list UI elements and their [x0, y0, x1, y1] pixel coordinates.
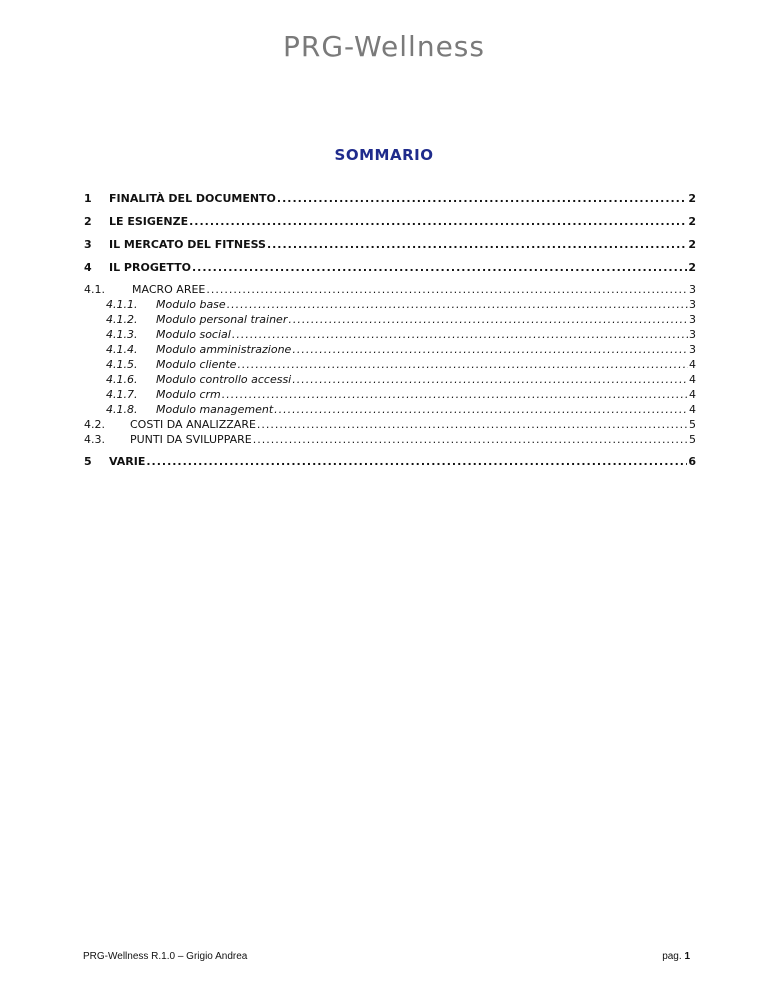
toc-entry-number: 4.1.4. — [106, 343, 138, 356]
toc-entry-text: Modulo controllo accessi — [156, 373, 292, 386]
toc-entry-text: Modulo crm — [156, 388, 221, 401]
toc-entry[interactable] — [106, 298, 696, 311]
toc-entry-text: MACRO AREE — [132, 283, 206, 296]
toc-entry-text: VARIE — [109, 455, 146, 468]
toc-entry-number: 1 — [84, 192, 92, 205]
toc-entry-number: 2 — [84, 215, 92, 228]
toc-entry-page: 5 — [689, 433, 696, 446]
toc-leader-dots — [222, 388, 688, 401]
toc-entry-page: 4 — [689, 388, 696, 401]
toc-entry-page: 5 — [689, 418, 696, 431]
toc-entry-page: 2 — [688, 215, 696, 228]
toc-entry[interactable] — [84, 283, 696, 296]
toc-leader-dots — [292, 343, 688, 356]
toc-entry[interactable] — [84, 192, 696, 205]
toc-entry-number: 3 — [84, 238, 92, 251]
footer-page-number — [662, 951, 690, 962]
toc-entry-page: 3 — [689, 313, 696, 326]
toc-leader-dots — [257, 418, 688, 431]
toc-entry-text: Modulo cliente — [156, 358, 237, 371]
toc-entry-page: 3 — [689, 343, 696, 356]
toc-entry-number: 5 — [84, 455, 92, 468]
toc-entry-page: 2 — [688, 192, 696, 205]
toc-entry-number: 4.1.2. — [106, 313, 138, 326]
toc-entry[interactable] — [106, 358, 696, 371]
toc-entry-number: 4.2. — [84, 418, 105, 431]
toc-entry-page: 3 — [689, 328, 696, 341]
toc-leader-dots — [232, 328, 688, 341]
toc-entry[interactable] — [84, 433, 696, 446]
toc-entry[interactable] — [106, 343, 696, 356]
document-header-title: PRG-Wellness — [283, 30, 485, 63]
toc-leader-dots — [227, 298, 688, 311]
toc-entry-text: FINALITÀ DEL DOCUMENTO — [109, 192, 276, 205]
toc-entry-page: 3 — [689, 298, 696, 311]
toc-entry[interactable] — [84, 455, 696, 468]
toc-entry-number: 4.1.5. — [106, 358, 138, 371]
toc-entry-number: 4.1.8. — [106, 403, 138, 416]
toc-leader-dots — [192, 261, 687, 274]
toc-entry-page: 2 — [688, 238, 696, 251]
toc-entry-text: Modulo personal trainer — [156, 313, 288, 326]
toc-entry-number: 4.1.1. — [106, 298, 138, 311]
toc-entry-number: 4.1.3. — [106, 328, 138, 341]
toc-leader-dots — [292, 373, 688, 386]
toc-entry-number: 4 — [84, 261, 92, 274]
toc-leader-dots — [288, 313, 688, 326]
footer-document-info: PRG-Wellness R.1.0 – Grigio Andrea — [83, 951, 248, 962]
toc-entry[interactable] — [106, 313, 696, 326]
toc-entry[interactable] — [84, 418, 696, 431]
toc-leader-dots — [206, 283, 688, 296]
toc-leader-dots — [189, 215, 687, 228]
toc-leader-dots — [277, 192, 687, 205]
toc-entry[interactable] — [106, 403, 696, 416]
footer-page-label: pag. — [662, 951, 682, 962]
toc-entry-number: 4.1.6. — [106, 373, 138, 386]
toc-entry-page: 4 — [689, 403, 696, 416]
toc-entry[interactable] — [84, 261, 696, 274]
toc-entry-page: 2 — [688, 261, 696, 274]
toc-leader-dots — [237, 358, 688, 371]
toc-entry-text: IL MERCATO DEL FITNESS — [109, 238, 266, 251]
toc-entry[interactable] — [106, 373, 696, 386]
toc-entry-text: Modulo amministrazione — [156, 343, 292, 356]
toc-leader-dots — [274, 403, 688, 416]
toc-leader-dots — [267, 238, 687, 251]
toc-entry[interactable] — [106, 388, 696, 401]
toc-heading: SOMMARIO — [334, 146, 434, 164]
toc-entry-number: 4.1. — [84, 283, 105, 296]
toc-entry-text: COSTI DA ANALIZZARE — [130, 418, 256, 431]
toc-entry[interactable] — [106, 328, 696, 341]
toc-entry-page: 6 — [688, 455, 696, 468]
toc-entry[interactable] — [84, 215, 696, 228]
toc-entry-text: IL PROGETTO — [109, 261, 191, 274]
toc-leader-dots — [146, 455, 687, 468]
toc-entry-page: 4 — [689, 373, 696, 386]
toc-entry[interactable] — [84, 238, 696, 251]
toc-leader-dots — [253, 433, 688, 446]
toc-entry-text: LE ESIGENZE — [109, 215, 189, 228]
toc-entry-page: 4 — [689, 358, 696, 371]
toc-entry-text: PUNTI DA SVILUPPARE — [130, 433, 252, 446]
toc-entry-page: 3 — [689, 283, 696, 296]
footer-page-value: 1 — [684, 951, 690, 962]
toc-entry-text: Modulo base — [156, 298, 226, 311]
toc-entry-text: Modulo management — [156, 403, 274, 416]
toc-entry-number: 4.3. — [84, 433, 105, 446]
toc-entry-number: 4.1.7. — [106, 388, 138, 401]
toc-entry-text: Modulo social — [156, 328, 231, 341]
